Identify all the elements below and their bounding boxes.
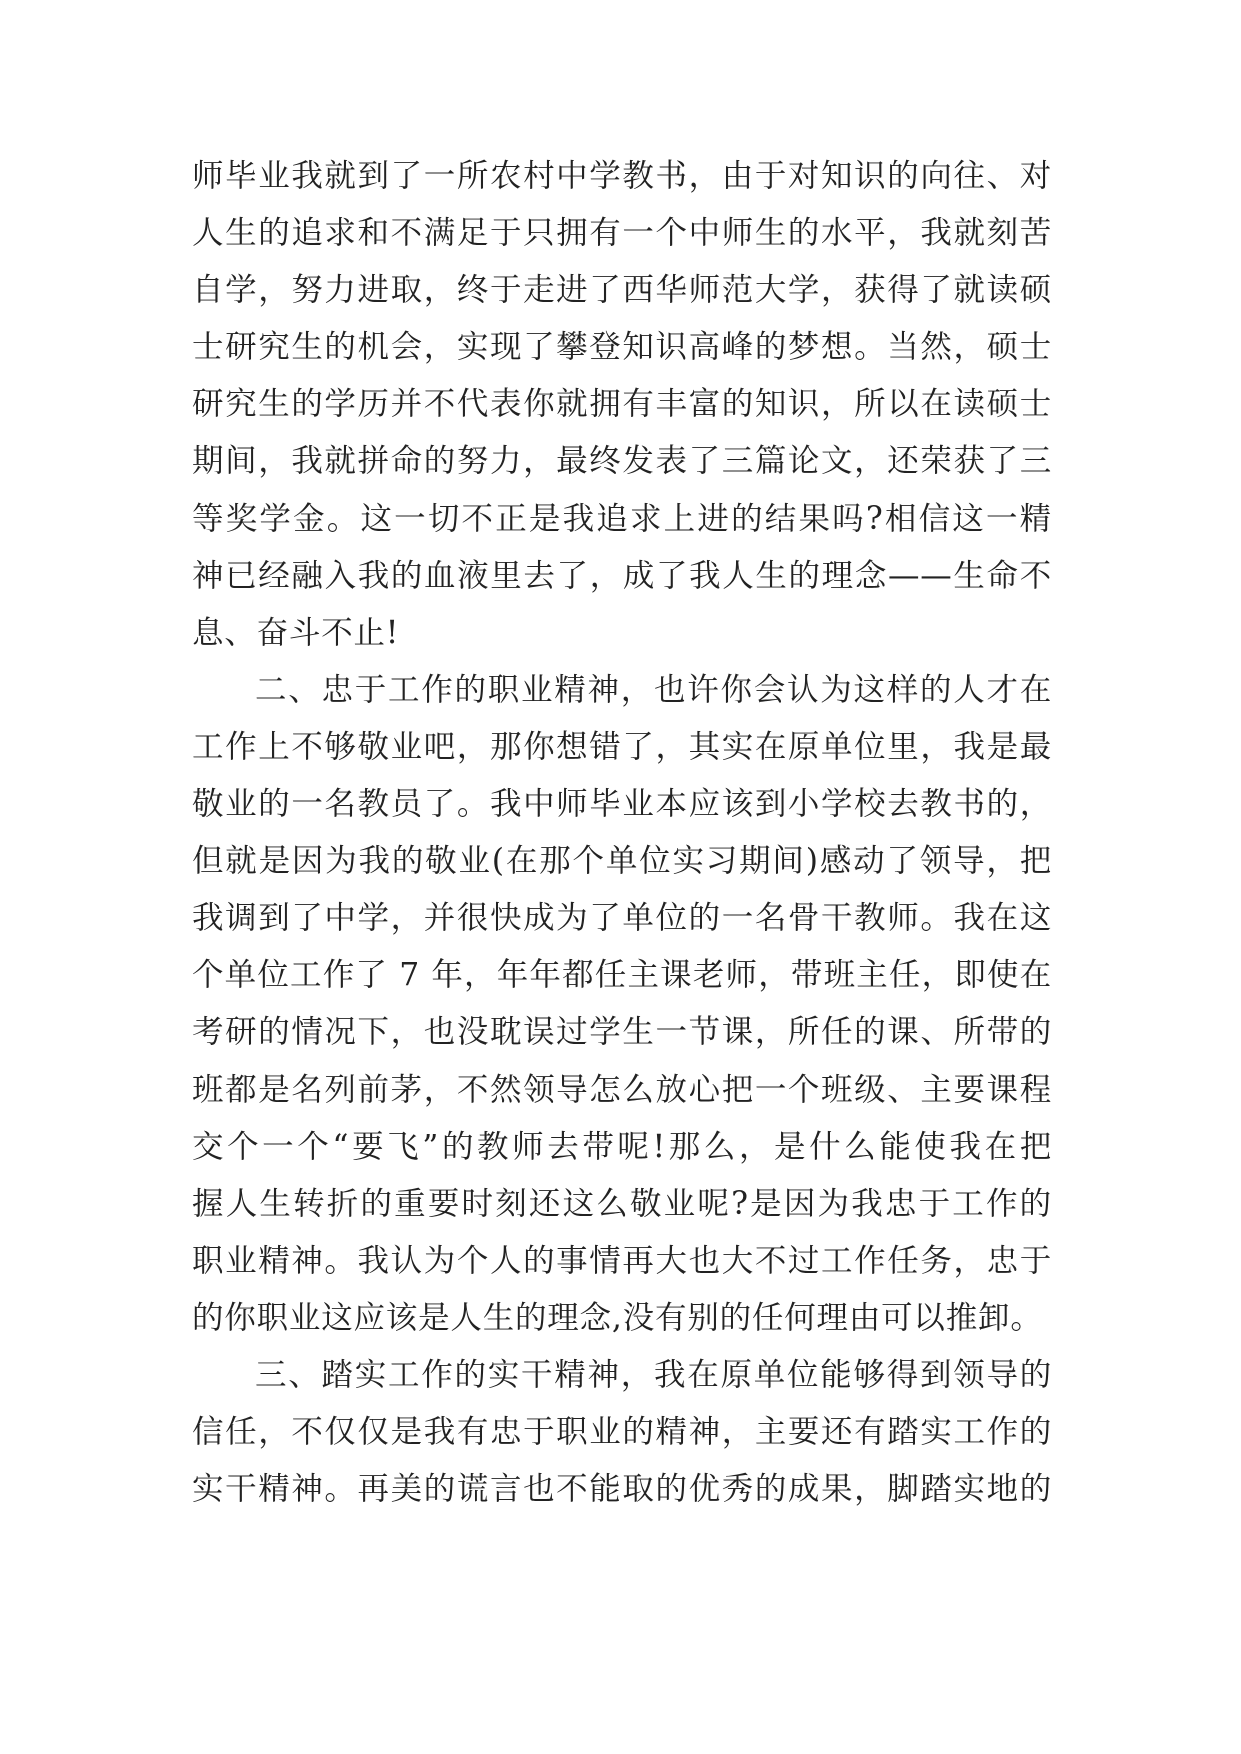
text-line-20: 职业精神。我认为个人的事情再大也大不过工作任务，忠于 xyxy=(192,1242,1052,1279)
text-line-18: 交个一个“要飞”的教师去带呢!那么，是什么能使我在把 xyxy=(192,1128,1052,1165)
body-text xyxy=(192,148,1052,1518)
text-line-23: 信任，不仅仅是我有忠于职业的精神，主要还有踏实工作的 xyxy=(192,1414,1052,1451)
text-line-2: 人生的追求和不满足于只拥有一个中师生的水平，我就刻苦 xyxy=(192,215,1052,252)
text-line-13: 但就是因为我的敬业(在那个单位实习期间)感动了领导，把 xyxy=(192,843,1052,880)
text-line-3: 自学，努力进取，终于走进了西华师范大学，获得了就读硕 xyxy=(192,272,1052,309)
text-line-9: 息、奋斗不止! xyxy=(192,614,400,651)
text-line-5: 研究生的学历并不代表你就拥有丰富的知识，所以在读硕士 xyxy=(192,386,1052,423)
text-line-1: 师毕业我就到了一所农村中学教书，由于对知识的向往、对 xyxy=(192,158,1052,194)
text-line-6: 期间，我就拼命的努力，最终发表了三篇论文，还荣获了三 xyxy=(192,443,1052,480)
text-line-16: 考研的情况下，也没耽误过学生一节课，所任的课、所带的 xyxy=(192,1014,1052,1051)
text-line-24: 实干精神。再美的谎言也不能取的优秀的成果，脚踏实地的 xyxy=(192,1471,1052,1508)
text-line-12: 敬业的一名教员了。我中师毕业本应该到小学校去教书的， xyxy=(192,786,1052,823)
text-line-14: 我调到了中学，并很快成为了单位的一名骨干教师。我在这 xyxy=(192,900,1052,937)
text-line-21: 的你职业这应该是人生的理念,没有别的任何理由可以推卸。 xyxy=(192,1299,1043,1336)
text-line-7: 等奖学金。这一切不正是我追求上进的结果吗?相信这一精 xyxy=(192,500,1052,537)
text-line-11: 工作上不够敬业吧，那你想错了，其实在原单位里，我是最 xyxy=(192,728,1052,765)
text-line-19: 握人生转折的重要时刻还这么敬业呢?是因为我忠于工作的 xyxy=(192,1185,1052,1222)
text-line-4: 士研究生的机会，实现了攀登知识高峰的梦想。当然，硕士 xyxy=(192,329,1052,366)
paragraph-3-first-line: 三、踏实工作的实干精神，我在原单位能够得到领导的 xyxy=(255,1356,1052,1393)
text-line-15: 个单位工作了 7 年，年年都任主课老师，带班主任，即使在 xyxy=(192,957,1052,994)
text-line-8: 神已经融入我的血液里去了，成了我人生的理念——生命不 xyxy=(192,557,1052,594)
text-line-17: 班都是名列前茅，不然领导怎么放心把一个班级、主要课程 xyxy=(192,1071,1052,1108)
paragraph-2-first-line: 二、忠于工作的职业精神，也许你会认为这样的人才在 xyxy=(255,671,1052,708)
